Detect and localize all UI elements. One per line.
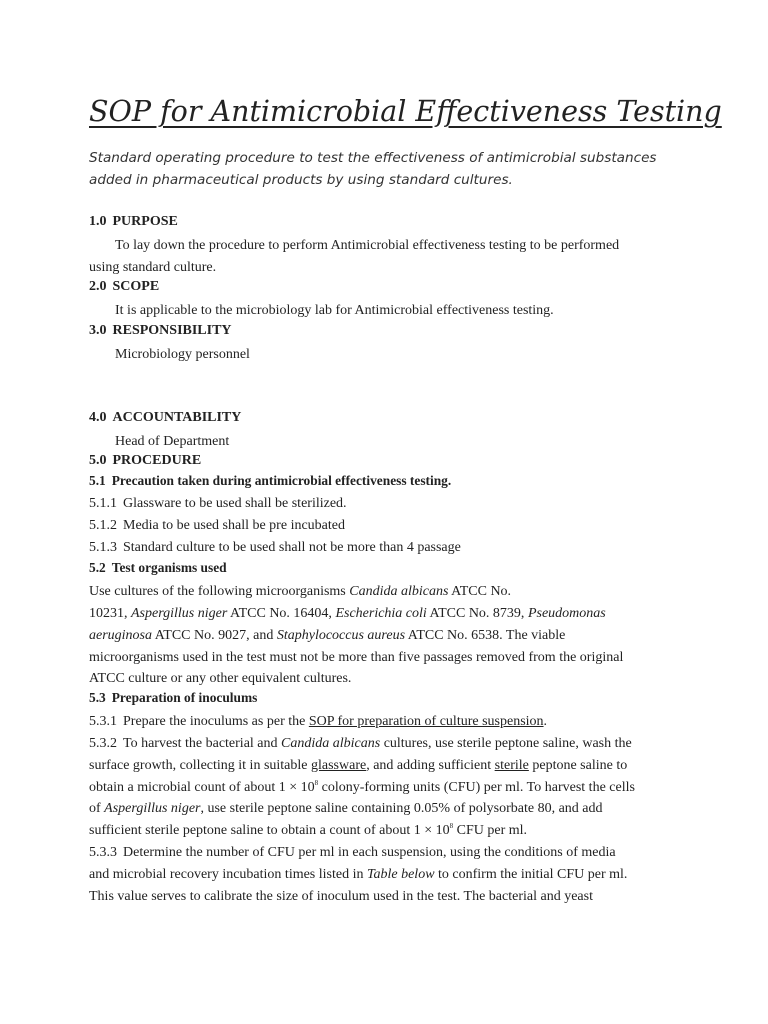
list-item-5-3-3-line-2 — [89, 864, 627, 886]
section-title: RESPONSIBILITY — [112, 323, 232, 338]
text-run: colony-forming units (CFU) per ml. To harvest the cells — [318, 780, 635, 795]
text-run: . — [543, 714, 548, 729]
organisms-text-line-3 — [89, 625, 565, 647]
section-heading-scope — [89, 276, 159, 298]
organisms-text-line-4: microorganisms used in the test must not be more than five passages removed from the original — [89, 650, 624, 665]
organism-name: Aspergillus niger — [104, 801, 201, 816]
item-text: Standard culture to be used shall not be more than 4 passage — [123, 540, 461, 555]
text-run: ATCC No. 6538. The viable — [405, 628, 566, 643]
organism-name: Staphylococcus aureus — [276, 628, 406, 643]
text-run: To harvest the bacterial and — [123, 736, 282, 751]
list-item-5-3-3-line-1 — [89, 842, 616, 864]
list-item-5-3-2-line-4 — [89, 798, 603, 820]
section-number: 5.0 — [89, 453, 107, 468]
item-text: Media to be used shall be pre incubated — [123, 518, 345, 533]
text-run: and microbial recovery incubation times listed in — [89, 867, 367, 882]
subsection-number: 5.1 — [89, 473, 106, 488]
subsection-heading-5-1 — [89, 470, 451, 492]
list-item-5-3-2-line-3 — [89, 777, 635, 799]
section-title: PROCEDURE — [112, 453, 202, 468]
organisms-text-line-5: ATCC culture or any other equivalent cultures. — [89, 671, 352, 686]
item-number: 5.3.3 — [89, 845, 117, 860]
text-run: of — [89, 801, 105, 816]
section-number: 2.0 — [89, 279, 107, 294]
text-run: 10231, — [89, 606, 131, 621]
subsection-title: Test organisms used — [111, 560, 227, 575]
glassware-link[interactable]: glassware — [311, 758, 367, 773]
purpose-text-line-2: using standard culture. — [89, 260, 217, 275]
list-item-5-3-2-line-2 — [89, 755, 627, 777]
section-title: SCOPE — [112, 279, 160, 294]
text-run: ATCC No. 9027, and — [152, 628, 277, 643]
subsection-number: 5.2 — [89, 560, 106, 575]
item-number: 5.1.3 — [89, 540, 117, 555]
responsibility-text: Microbiology personnel — [115, 347, 250, 362]
organism-name: Escherichia coli — [335, 606, 427, 621]
sop-culture-suspension-link[interactable]: SOP for preparation of culture suspension — [308, 714, 544, 729]
section-heading-responsibility — [89, 320, 232, 342]
list-item-5-3-1 — [89, 711, 547, 733]
list-item-5-3-3-line-3: This value serves to calibrate the size of inoculum used in the test. The bacterial and yeast — [89, 889, 593, 904]
table-reference: Table below — [366, 867, 435, 882]
organism-name: Pseudomonas — [527, 606, 606, 621]
subsection-heading-5-3 — [89, 687, 257, 709]
text-run: ATCC No. 16404, — [227, 606, 336, 621]
section-heading-accountability — [89, 407, 241, 429]
text-run: , and adding sufficient — [366, 758, 495, 773]
text-run: Prepare the inoculums as per the — [123, 714, 309, 729]
section-title: PURPOSE — [112, 214, 178, 229]
text-run: peptone saline to — [528, 758, 628, 773]
subsection-title: Preparation of inoculums — [111, 690, 258, 705]
item-number: 5.3.2 — [89, 736, 117, 751]
text-run: CFU per ml. — [453, 823, 528, 838]
text-run: , use sterile peptone saline containing 0.05% of polysorbate 80, and add — [200, 801, 603, 816]
section-number: 4.0 — [89, 410, 107, 425]
accountability-text: Head of Department — [115, 434, 230, 449]
organism-name: Candida albicans — [349, 584, 449, 599]
text-run: surface growth, collecting it in suitable — [89, 758, 311, 773]
document-title: SOP for Antimicrobial Effectiveness Testing — [89, 95, 722, 128]
item-number: 5.1.1 — [89, 496, 117, 511]
text-run: Determine the number of CFU per ml in each suspension, using the conditions of media — [123, 845, 616, 860]
subsection-number: 5.3 — [89, 690, 106, 705]
subsection-heading-5-2 — [89, 557, 227, 579]
text-run: cultures, use sterile peptone saline, wash the — [380, 736, 632, 751]
exponent: 8 — [449, 822, 454, 830]
organisms-text-line-2 — [89, 603, 606, 625]
text-run: sufficient sterile peptone saline to obtain a count of about 1 × 10 — [89, 823, 450, 838]
text-run: to confirm the initial CFU per ml. — [434, 867, 628, 882]
item-number: 5.1.2 — [89, 518, 117, 533]
organism-name: Candida albicans — [281, 736, 381, 751]
text-run: obtain a microbial count of about 1 × 10 — [89, 780, 315, 795]
exponent: 8 — [314, 779, 319, 787]
scope-text: It is applicable to the microbiology lab for Antimicrobial effectiveness testing. — [115, 303, 554, 318]
section-number: 3.0 — [89, 323, 107, 338]
document-subtitle: Standard operating procedure to test the effectiveness of antimicrobial substances added in pharmaceutical products by using standard cultures. — [89, 150, 657, 188]
item-number: 5.3.1 — [89, 714, 117, 729]
text-run: ATCC No. 8739, — [426, 606, 528, 621]
list-item-5-3-2-line-1 — [89, 733, 632, 755]
organism-name: aeruginosa — [89, 628, 152, 643]
section-heading-procedure — [89, 450, 201, 472]
text-run: ATCC No. — [448, 584, 512, 599]
text-run: Use cultures of the following microorganisms — [89, 584, 350, 599]
purpose-text-line-1: To lay down the procedure to perform Antimicrobial effectiveness testing to be performed — [115, 238, 620, 253]
section-title: ACCOUNTABILITY — [112, 410, 242, 425]
list-item-5-1-3 — [89, 537, 461, 559]
organism-name: Aspergillus niger — [131, 606, 228, 621]
subsection-title: Precaution taken during antimicrobial effectiveness testing. — [111, 473, 452, 488]
section-number: 1.0 — [89, 214, 107, 229]
item-text: Glassware to be used shall be sterilized. — [123, 496, 347, 511]
list-item-5-1-2 — [89, 515, 345, 537]
list-item-5-1-1 — [89, 493, 347, 515]
list-item-5-3-2-line-5 — [89, 820, 527, 842]
sterile-link[interactable]: sterile — [494, 758, 529, 773]
organisms-text-line-1 — [89, 581, 511, 603]
section-heading-purpose — [89, 211, 178, 233]
